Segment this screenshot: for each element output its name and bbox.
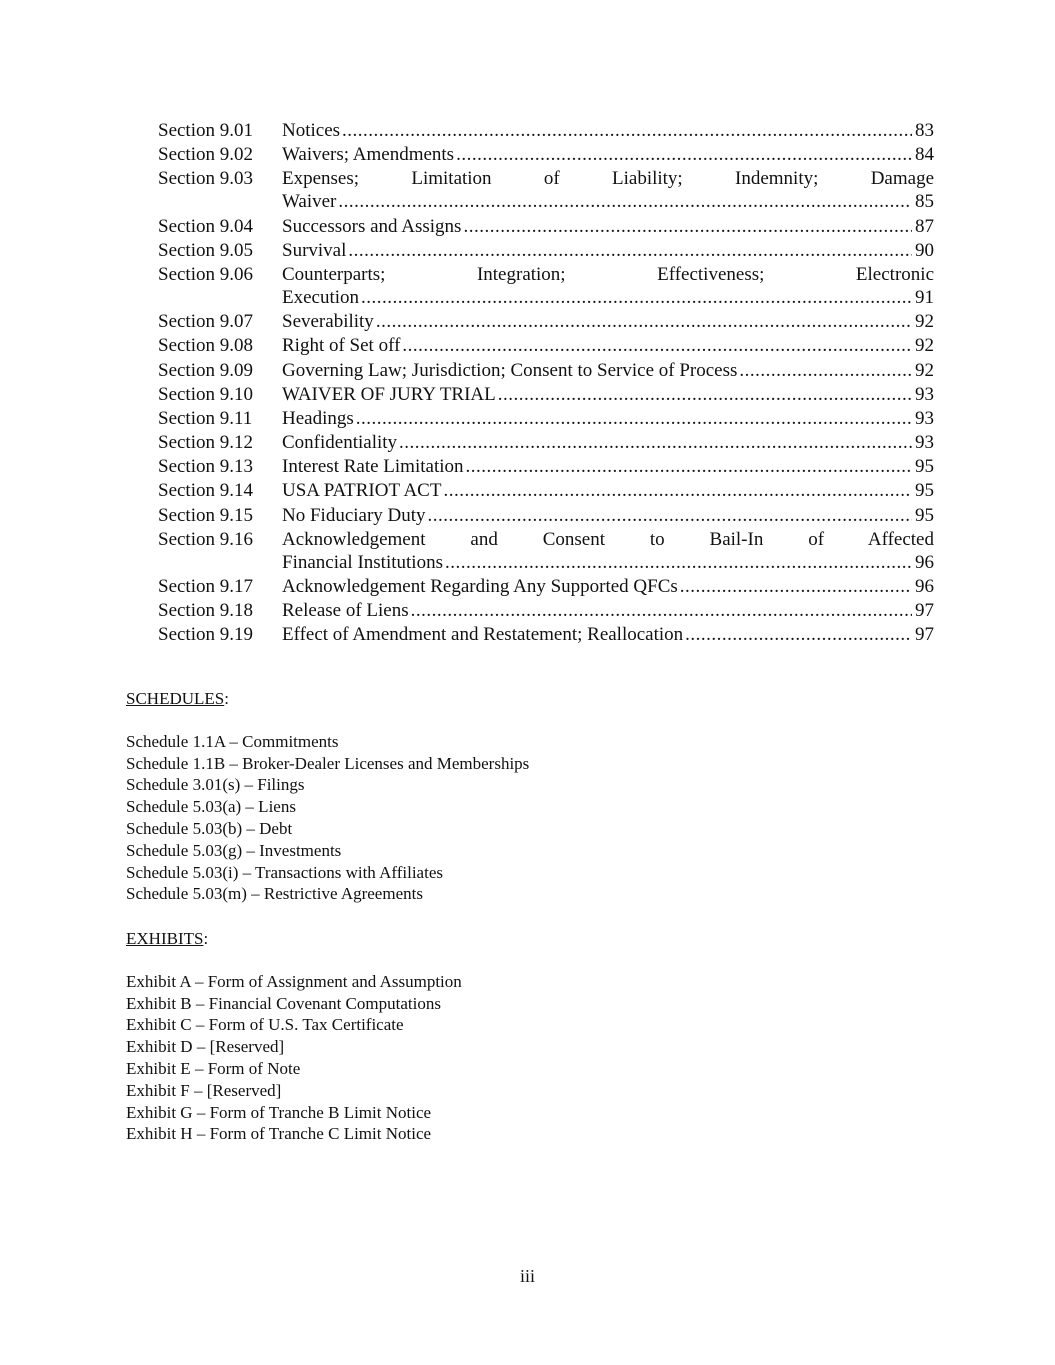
dot-leader [685,623,912,646]
section-page-number: 83 [915,120,934,141]
dot-leader [456,143,912,166]
section-page-number: 90 [915,239,934,261]
section-title-line [282,455,934,478]
section-page-number: 92 [915,311,934,333]
schedule-item: Schedule 5.03(b) – Debt [126,818,293,838]
section-page-number: 87 [915,215,934,237]
toc-entry [158,431,934,454]
section-title-block [282,239,934,262]
section-title-block [282,528,934,574]
section-label: Section 9.03 [158,168,253,190]
page-number: iii [519,1266,535,1286]
section-title: Confidentiality [282,432,398,454]
section-title: Successors and Assigns [282,215,462,237]
toc-entry [158,528,934,574]
dot-leader [428,504,912,527]
toc-entry [158,334,934,357]
section-page-number: 93 [915,432,934,454]
schedules-heading: SCHEDULES [126,689,225,708]
section-title-line [282,623,934,646]
dot-leader [402,334,912,357]
toc-entry [158,359,934,382]
section-title: Financial Institutions [282,551,443,573]
section-title-line [282,143,934,166]
dot-leader [342,119,912,142]
section-title-block [282,143,934,166]
section-label: Section 9.16 [158,528,253,550]
section-title-block [282,575,934,598]
dot-leader [466,455,912,478]
section-page-number: 97 [915,624,934,646]
section-label: Section 9.15 [158,504,253,526]
dot-leader [411,599,912,622]
section-label: Section 9.12 [158,432,253,454]
exhibit-item: Exhibit E – Form of Note [126,1058,301,1078]
section-label: Section 9.14 [158,480,253,502]
section-title: Notices [282,120,341,141]
section-label: Section 9.04 [158,215,253,237]
toc-entry [158,623,934,646]
section-page-number: 97 [915,600,934,622]
dot-leader [445,551,912,574]
section-page-number: 96 [915,576,934,597]
section-title-block [282,119,934,142]
section-title: Acknowledgement Regarding Any Supported QFCs [282,576,678,597]
exhibit-item: Exhibit A – Form of Assignment and Assumption [126,971,462,991]
exhibit-item: Exhibit F – [Reserved] [126,1080,282,1100]
section-title-block [282,407,934,430]
section-title-block [282,310,934,333]
section-title: Severability [282,311,374,333]
section-title-block [282,599,934,622]
section-title-block [282,359,934,382]
section-title-line [282,431,934,454]
toc-entry [158,575,934,598]
exhibits-list [126,971,462,1145]
toc-entry [158,167,934,213]
section-title-line [282,334,934,357]
section-page-number: 96 [915,551,934,573]
section-page-number: 93 [915,407,934,429]
dot-leader [463,215,912,238]
section-label: Section 9.07 [158,311,253,333]
toc-entry [158,504,934,527]
schedules-list [126,731,529,905]
toc-entry [158,239,934,262]
section-title-line [282,407,934,430]
dot-leader [356,407,912,430]
section-label: Section 9.09 [158,359,253,381]
exhibits-heading-line [126,928,462,950]
section-title: Interest Rate Limitation [282,456,464,478]
exhibits-heading: EXHIBITS [126,929,204,948]
section-page-number: 93 [915,383,934,405]
exhibit-item: Exhibit C – Form of U.S. Tax Certificate [126,1015,404,1035]
section-title-lead: Counterparts; Integration; Effectiveness; Electronic [282,263,934,285]
toc-entry [158,479,934,502]
section-title-block [282,334,934,357]
section-title: No Fiduciary Duty [282,504,426,526]
section-title-block [282,167,934,213]
schedule-item: Schedule 5.03(i) – Transactions with Affiliates [126,862,443,882]
section-title: Waiver [282,191,337,213]
schedules-section [126,688,529,905]
schedule-item: Schedule 5.03(a) – Liens [126,797,296,817]
toc-entry [158,263,934,309]
section-title-lead: Acknowledgement and Consent to Bail-In of Affected [282,528,934,550]
exhibit-item: Exhibit B – Financial Covenant Computations [126,993,441,1013]
table-of-contents [158,119,934,648]
exhibit-item: Exhibit D – [Reserved] [126,1037,285,1057]
section-title-line [282,310,934,333]
schedules-heading-line [126,688,529,710]
schedule-item: Schedule 5.03(g) – Investments [126,840,342,860]
section-title: Execution [282,286,360,308]
section-label: Section 9.05 [158,239,253,261]
section-title-block [282,455,934,478]
section-title-line [282,504,934,527]
section-label: Section 9.13 [158,456,253,478]
section-title-block [282,383,934,406]
section-title-line [282,575,934,598]
section-title-block [282,504,934,527]
section-label: Section 9.06 [158,263,253,285]
dot-leader [443,479,912,502]
toc-entry [158,383,934,406]
exhibit-item: Exhibit G – Form of Tranche B Limit Notice [126,1102,432,1122]
toc-entry [158,119,934,142]
section-title-line [282,286,934,309]
section-page-number: 84 [915,144,934,166]
section-label: Section 9.10 [158,383,253,405]
toc-entry [158,215,934,238]
schedule-item: Schedule 1.1B – Broker-Dealer Licenses and Memberships [126,753,530,773]
toc-entry [158,143,934,166]
dot-leader [498,383,912,406]
section-title-block [282,623,934,646]
section-page-number: 95 [915,480,934,502]
section-title-lead: Expenses; Limitation of Liability; Indemnity; Damage [282,168,934,190]
toc-entry [158,407,934,430]
section-page-number: 95 [915,504,934,526]
section-title: Right of Set off [282,335,401,357]
section-title-line [282,599,934,622]
toc-entry [158,310,934,333]
section-label: Section 9.01 [158,120,253,141]
section-title-block [282,263,934,309]
dot-leader [399,431,912,454]
section-title-block [282,215,934,238]
section-label: Section 9.08 [158,335,253,357]
dot-leader [348,239,912,262]
section-title-line [282,359,934,382]
section-title: Survival [282,239,347,261]
dot-leader [739,359,912,382]
dot-leader [338,190,912,213]
section-title-line [282,239,934,262]
section-title-line [282,190,934,213]
section-title: Waivers; Amendments [282,144,455,166]
toc-entry [158,599,934,622]
exhibits-heading-colon: : [203,929,209,948]
section-title: USA PATRIOT ACT [282,480,442,502]
section-title-line [282,119,934,142]
section-title: Effect of Amendment and Restatement; Reallocation [282,624,684,646]
section-title: WAIVER OF JURY TRIAL [282,383,496,405]
section-title-line [282,551,934,574]
exhibits-section [126,928,462,1145]
section-label: Section 9.19 [158,624,253,646]
section-title-line [282,215,934,238]
exhibit-item: Exhibit H – Form of Tranche C Limit Notice [126,1124,432,1144]
dot-leader [376,310,912,333]
section-label: Section 9.02 [158,144,253,166]
section-title-block [282,431,934,454]
schedule-item: Schedule 3.01(s) – Filings [126,775,305,795]
section-title-line [282,479,934,502]
section-label: Section 9.17 [158,576,253,597]
section-page-number: 85 [915,191,934,213]
section-title-block [282,479,934,502]
section-title: Release of Liens [282,600,409,622]
schedules-heading-colon: : [224,689,229,708]
section-page-number: 92 [915,335,934,357]
dot-leader [361,286,912,309]
section-label: Section 9.18 [158,600,253,622]
section-title: Headings [282,407,354,429]
schedule-item: Schedule 1.1A – Commitments [126,731,339,751]
section-page-number: 91 [915,286,934,308]
dot-leader [680,575,912,598]
section-label: Section 9.11 [158,407,253,429]
section-title-line [282,383,934,406]
section-page-number: 95 [915,456,934,478]
section-title: Governing Law; Jurisdiction; Consent to Service of Process [282,359,738,381]
section-page-number: 92 [915,359,934,381]
schedule-item: Schedule 5.03(m) – Restrictive Agreements [126,884,423,904]
toc-entry [158,455,934,478]
